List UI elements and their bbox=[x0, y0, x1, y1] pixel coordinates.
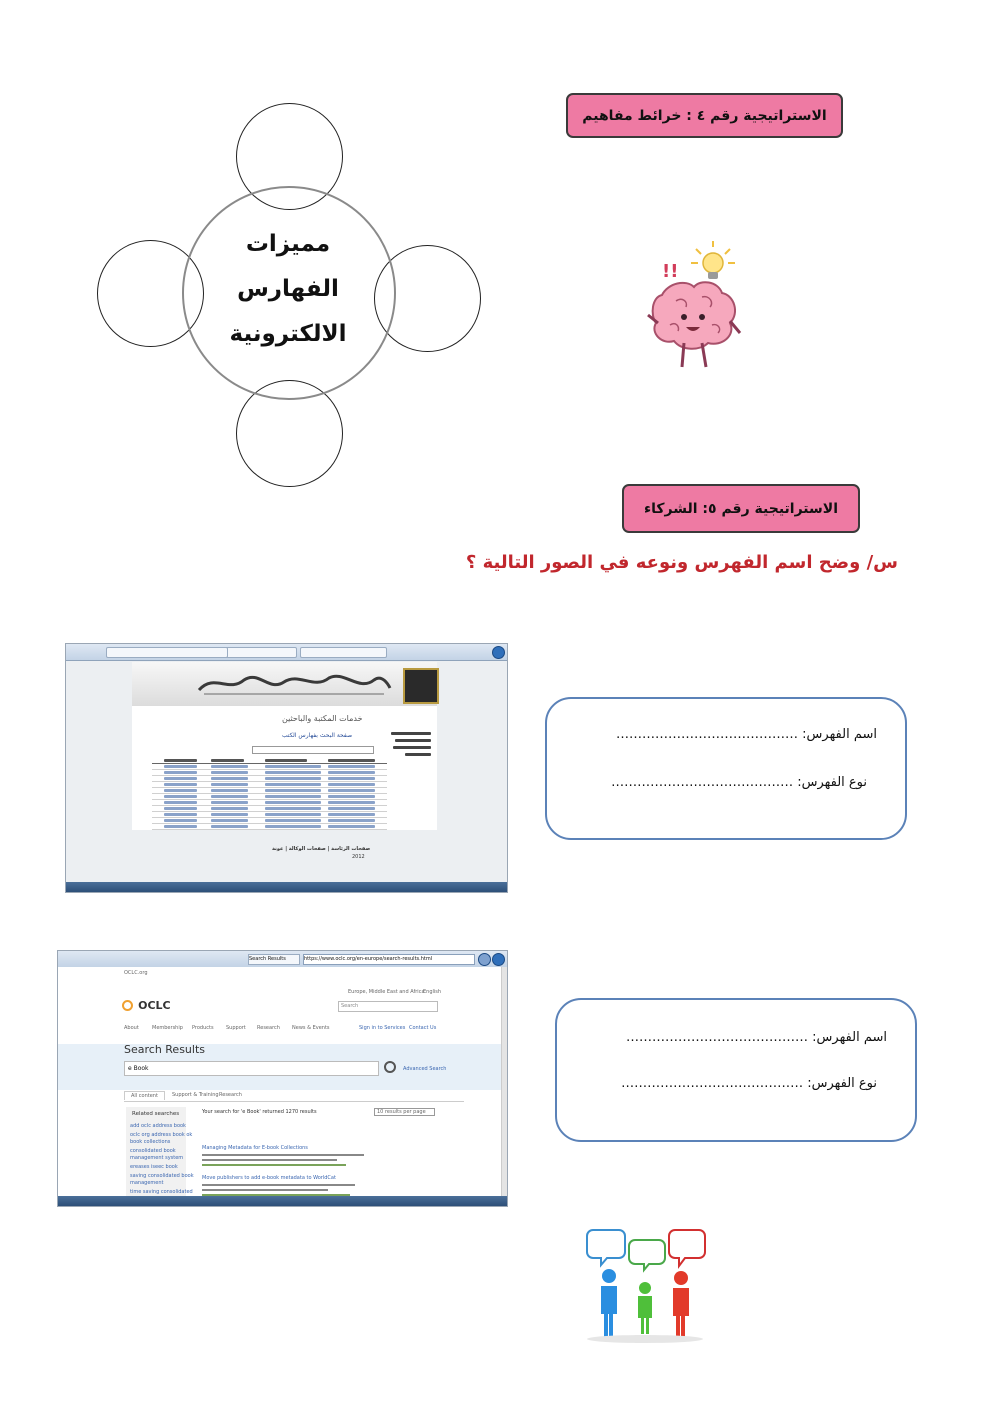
person-green-icon bbox=[638, 1282, 652, 1334]
related-searches-title: Related searches bbox=[132, 1111, 180, 1117]
nav-news[interactable]: News & Events bbox=[292, 1025, 330, 1031]
person-red-icon bbox=[673, 1271, 689, 1340]
browser-toolbar bbox=[66, 644, 507, 661]
taskbar bbox=[66, 882, 507, 892]
brain-icon bbox=[648, 282, 740, 367]
strategy-4-label bbox=[566, 93, 843, 138]
catalog-name-field-2[interactable]: اسم الفهرس: …………………………………… bbox=[626, 1030, 887, 1045]
content-tabs bbox=[124, 1091, 464, 1102]
search-results-heading: Search Results bbox=[124, 1043, 206, 1056]
concept-line-1: مميزات bbox=[245, 231, 331, 257]
related-item[interactable]: oclc org address book ok bbox=[130, 1132, 193, 1138]
catalog-header bbox=[132, 662, 437, 706]
related-item[interactable]: ereases iseec book bbox=[130, 1164, 178, 1170]
concept-center-text bbox=[188, 222, 388, 357]
nav-about[interactable]: About bbox=[124, 1025, 139, 1031]
page-scrollbar[interactable] bbox=[501, 967, 507, 1196]
screenshot-library-catalog bbox=[65, 643, 508, 893]
catalog-page bbox=[132, 662, 437, 860]
related-item[interactable]: time saving consolidated bbox=[130, 1189, 193, 1195]
site-search-input[interactable]: Search bbox=[338, 1001, 438, 1012]
related-item[interactable]: saving consolidated book bbox=[130, 1173, 194, 1179]
sign-in-link[interactable]: Sign in to Services bbox=[359, 1025, 406, 1031]
person-blue-icon bbox=[601, 1269, 617, 1338]
related-searches-panel bbox=[126, 1107, 194, 1202]
browser-toolbar-2 bbox=[58, 951, 507, 968]
calligraphy-title bbox=[194, 668, 394, 698]
catalog-type-field-2[interactable]: نوع الفهرس: …………………………………… bbox=[621, 1076, 877, 1091]
forward-button-icon bbox=[478, 953, 491, 966]
site-nav bbox=[124, 1025, 454, 1033]
nav-membership[interactable]: Membership bbox=[152, 1025, 183, 1031]
catalog-results-table bbox=[132, 758, 437, 838]
oclc-logo-text: OCLC bbox=[138, 999, 171, 1012]
kaaba-logo-icon bbox=[403, 668, 439, 704]
tab-support-training[interactable]: Support & Training bbox=[172, 1092, 219, 1098]
advanced-search-link[interactable]: Advanced Search bbox=[403, 1066, 447, 1072]
concept-line-3: الالكترونية bbox=[229, 321, 347, 347]
catalog-footer-links: صفحات الرئاسة | صفحات الوكالة | عونة bbox=[272, 846, 371, 852]
svg-text:!!: !! bbox=[662, 261, 679, 282]
contact-link[interactable]: Contact Us bbox=[409, 1025, 437, 1031]
catalog-name-field-1[interactable]: اسم الفهرس: …………………………………… bbox=[616, 727, 877, 742]
nav-products[interactable]: Products bbox=[192, 1025, 214, 1031]
results-summary: Your search for 'e Book' returned 1270 results bbox=[202, 1109, 317, 1115]
nav-research[interactable]: Research bbox=[257, 1025, 280, 1031]
related-item[interactable]: add oclc address book bbox=[130, 1123, 186, 1129]
taskbar bbox=[58, 1196, 507, 1206]
result-2-title[interactable]: Move publishers to add e-book metadata to WorldCat bbox=[202, 1175, 336, 1181]
answer-box-1 bbox=[545, 697, 907, 840]
tab-all-content[interactable]: All content bbox=[124, 1091, 165, 1100]
tab-research[interactable]: Research bbox=[219, 1092, 242, 1098]
language-selector[interactable]: English bbox=[423, 989, 442, 995]
catalog-search-label: صفحة البحث بفهارس الكتب bbox=[282, 732, 353, 739]
answer-box-2 bbox=[555, 998, 917, 1142]
speech-bubble-icon bbox=[587, 1230, 705, 1270]
oclc-top-link[interactable]: OCLC.org bbox=[124, 970, 148, 976]
query-input[interactable]: e Book bbox=[124, 1061, 379, 1076]
related-item[interactable]: management bbox=[130, 1180, 164, 1186]
region-selector[interactable]: Europe, Middle East and Africa bbox=[348, 989, 425, 995]
result-2-snippet bbox=[202, 1183, 382, 1197]
result-1-title[interactable]: Managing Metadata for E-book Collections bbox=[202, 1145, 308, 1151]
per-page-select[interactable]: 10 results per page bbox=[374, 1108, 435, 1116]
related-item[interactable]: management system bbox=[130, 1155, 184, 1161]
oclc-logo bbox=[122, 995, 171, 1014]
concept-line-2: الفهارس bbox=[237, 276, 339, 302]
strategy-5-text: الاستراتيجية رقم ٥: الشركاء bbox=[643, 500, 839, 517]
search-icon[interactable] bbox=[384, 1061, 396, 1073]
result-1-snippet bbox=[202, 1153, 382, 1167]
back-button-icon bbox=[492, 646, 505, 659]
nav-support[interactable]: Support bbox=[226, 1025, 246, 1031]
catalog-side-menu bbox=[383, 732, 431, 756]
brain-lightbulb-illustration bbox=[640, 235, 750, 375]
strategy-5-label bbox=[622, 484, 860, 533]
oclc-logo-icon bbox=[122, 1000, 133, 1011]
catalog-type-field-1[interactable]: نوع الفهرس: …………………………………… bbox=[611, 775, 867, 790]
catalog-footer-year: 2012 bbox=[352, 854, 365, 860]
lightbulb-icon bbox=[691, 241, 735, 279]
related-item[interactable]: consolidated book bbox=[130, 1148, 176, 1154]
catalog-subtitle: خدمات المكتبة والباحثين bbox=[282, 714, 363, 723]
people-discussion-illustration bbox=[583, 1226, 713, 1346]
question-text: س/ وضح اسم الفهرس ونوعه في الصور التالية ؟ bbox=[465, 552, 898, 573]
back-button-icon bbox=[492, 953, 505, 966]
related-item[interactable]: book collections bbox=[130, 1139, 171, 1145]
address-bar[interactable]: https://www.oclc.org/en-europe/search-results.html bbox=[303, 954, 475, 965]
screenshot-oclc-search bbox=[57, 950, 508, 1207]
catalog-search-box[interactable] bbox=[252, 746, 374, 754]
search-results-band bbox=[58, 1044, 507, 1090]
strategy-4-text: الاستراتيجية رقم ٤ : خرائط مفاهيم bbox=[582, 107, 827, 124]
oclc-page bbox=[58, 967, 507, 1196]
browser-tab[interactable]: Search Results bbox=[248, 954, 300, 965]
